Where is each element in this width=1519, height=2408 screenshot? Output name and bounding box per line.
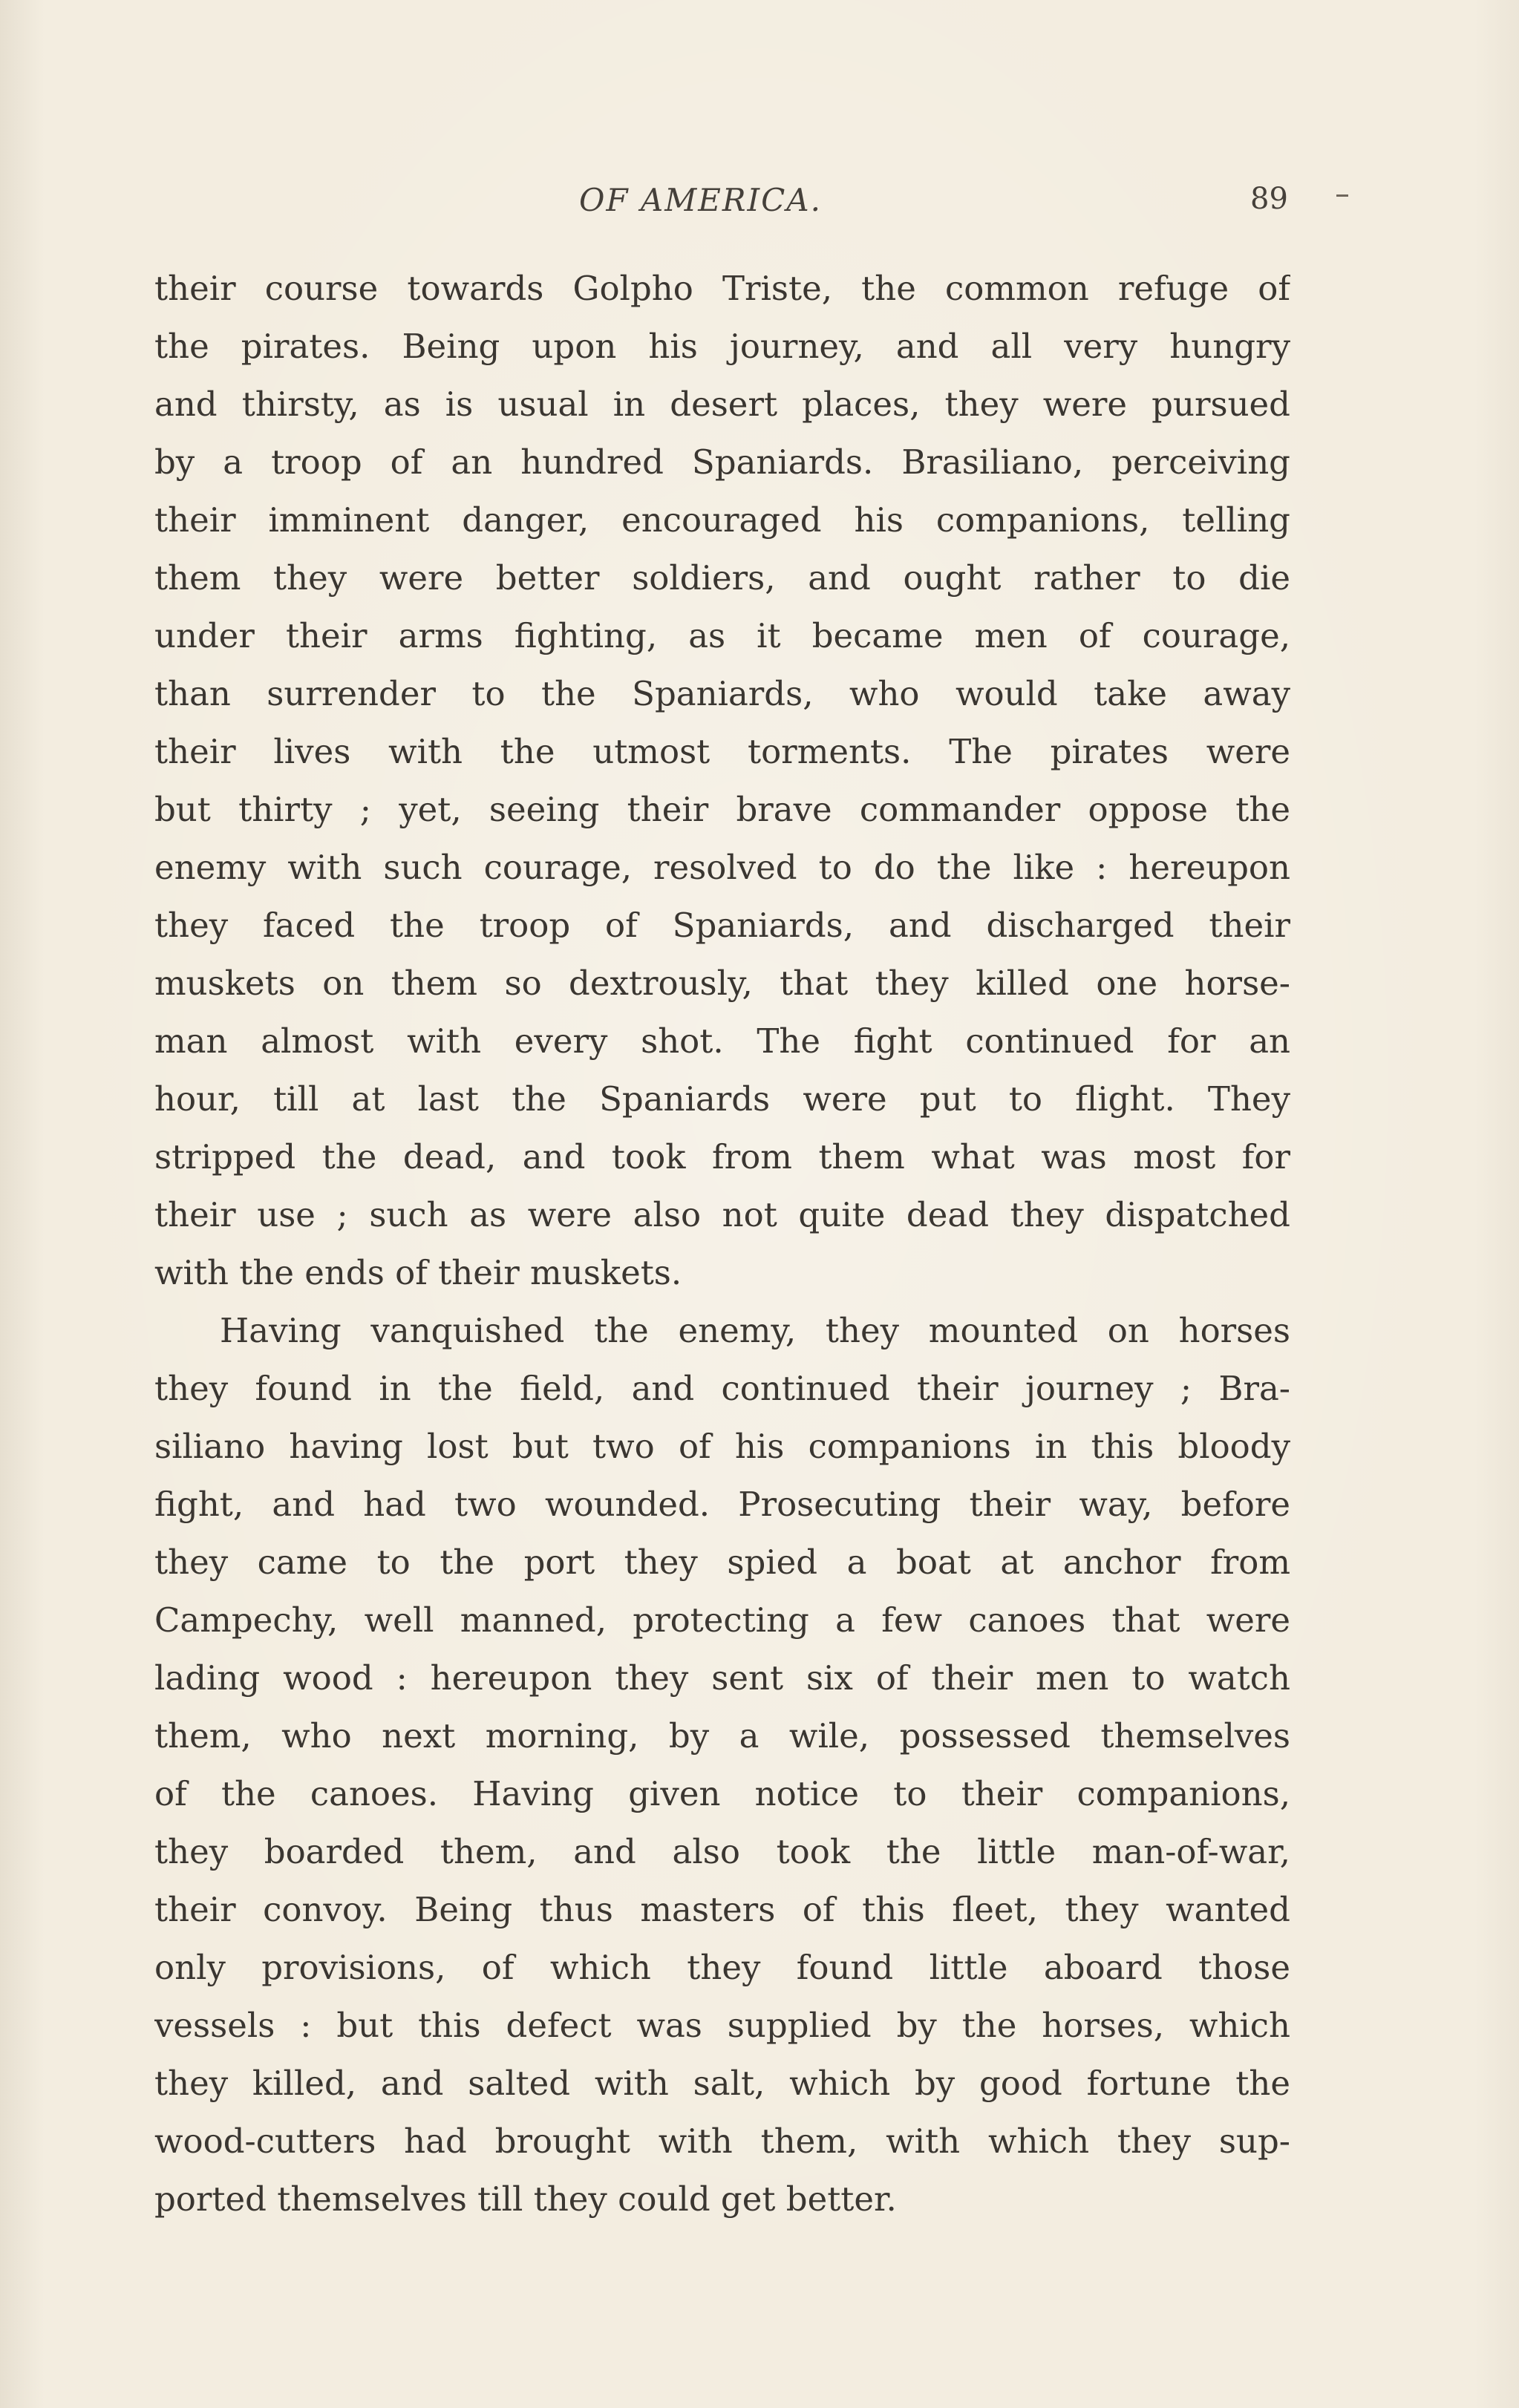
text-line: but thirty ; yet, seeing their brave commander oppose the: [154, 790, 1290, 829]
text-line: their course towards Golpho Triste, the common refuge of: [154, 269, 1290, 308]
text-line: man almost with every shot. The fight continued for an: [154, 1021, 1290, 1061]
text-line: they boarded them, and also took the little man-of-war,: [154, 1832, 1290, 1871]
text-line: by a troop of an hundred Spaniards. Brasiliano, perceiving: [154, 442, 1290, 482]
text-line: under their arms fighting, as it became men of courage,: [154, 616, 1290, 655]
text-line: their use ; such as were also not quite dead they dispatched: [154, 1195, 1290, 1234]
text-line: their lives with the utmost torments. The pirates were: [154, 732, 1290, 771]
text-line: and thirsty, as is usual in desert places, they were pursued: [154, 385, 1290, 424]
running-head: OF AMERICA.: [579, 182, 822, 218]
text-line: only provisions, of which they found little aboard those: [154, 1948, 1290, 1987]
margin-mark: [1336, 194, 1348, 197]
text-line: they killed, and salted with salt, which by good fortune the: [154, 2064, 1290, 2103]
text-line: siliano having lost but two of his companions in this bloody: [154, 1427, 1290, 1466]
paragraph-end-line: ported themselves till they could get better.: [154, 2179, 897, 2219]
text-line: stripped the dead, and took from them what was most for: [154, 1137, 1290, 1177]
text-line: hour, till at last the Spaniards were put to flight. They: [154, 1079, 1290, 1119]
text-line: they came to the port they spied a boat at anchor from: [154, 1542, 1290, 1582]
text-line: their imminent danger, encouraged his companions, telling: [154, 500, 1290, 540]
text-line: they faced the troop of Spaniards, and discharged their: [154, 906, 1290, 945]
text-line: the pirates. Being upon his journey, and all very hungry: [154, 327, 1290, 366]
text-line: of the canoes. Having given notice to their companions,: [154, 1774, 1290, 1813]
paragraph-end-line: with the ends of their muskets.: [154, 1253, 682, 1292]
paragraph-start-line: Having vanquished the enemy, they mounted on horses: [220, 1311, 1290, 1350]
text-line: them they were better soldiers, and ought rather to die: [154, 558, 1290, 598]
text-line: than surrender to the Spaniards, who would take away: [154, 674, 1290, 713]
text-line: them, who next morning, by a wile, possessed themselves: [154, 1716, 1290, 1756]
page-header: [0, 182, 1519, 226]
text-line: fight, and had two wounded. Prosecuting their way, before: [154, 1485, 1290, 1524]
text-line: muskets on them so dextrously, that they killed one horse-: [154, 963, 1290, 1003]
text-line: Campechy, well manned, protecting a few canoes that were: [154, 1600, 1290, 1640]
text-line: wood-cutters had brought with them, with which they sup-: [154, 2121, 1290, 2161]
page-number: 89: [1250, 182, 1288, 216]
text-line: they found in the field, and continued their journey ; Bra-: [154, 1369, 1290, 1408]
text-line: vessels : but this defect was supplied by the horses, which: [154, 2006, 1290, 2045]
body-text: [154, 260, 1290, 2228]
text-line: their convoy. Being thus masters of this fleet, they wanted: [154, 1890, 1290, 1929]
text-line: lading wood : hereupon they sent six of their men to watch: [154, 1658, 1290, 1698]
text-line: enemy with such courage, resolved to do the like : hereupon: [154, 848, 1290, 887]
